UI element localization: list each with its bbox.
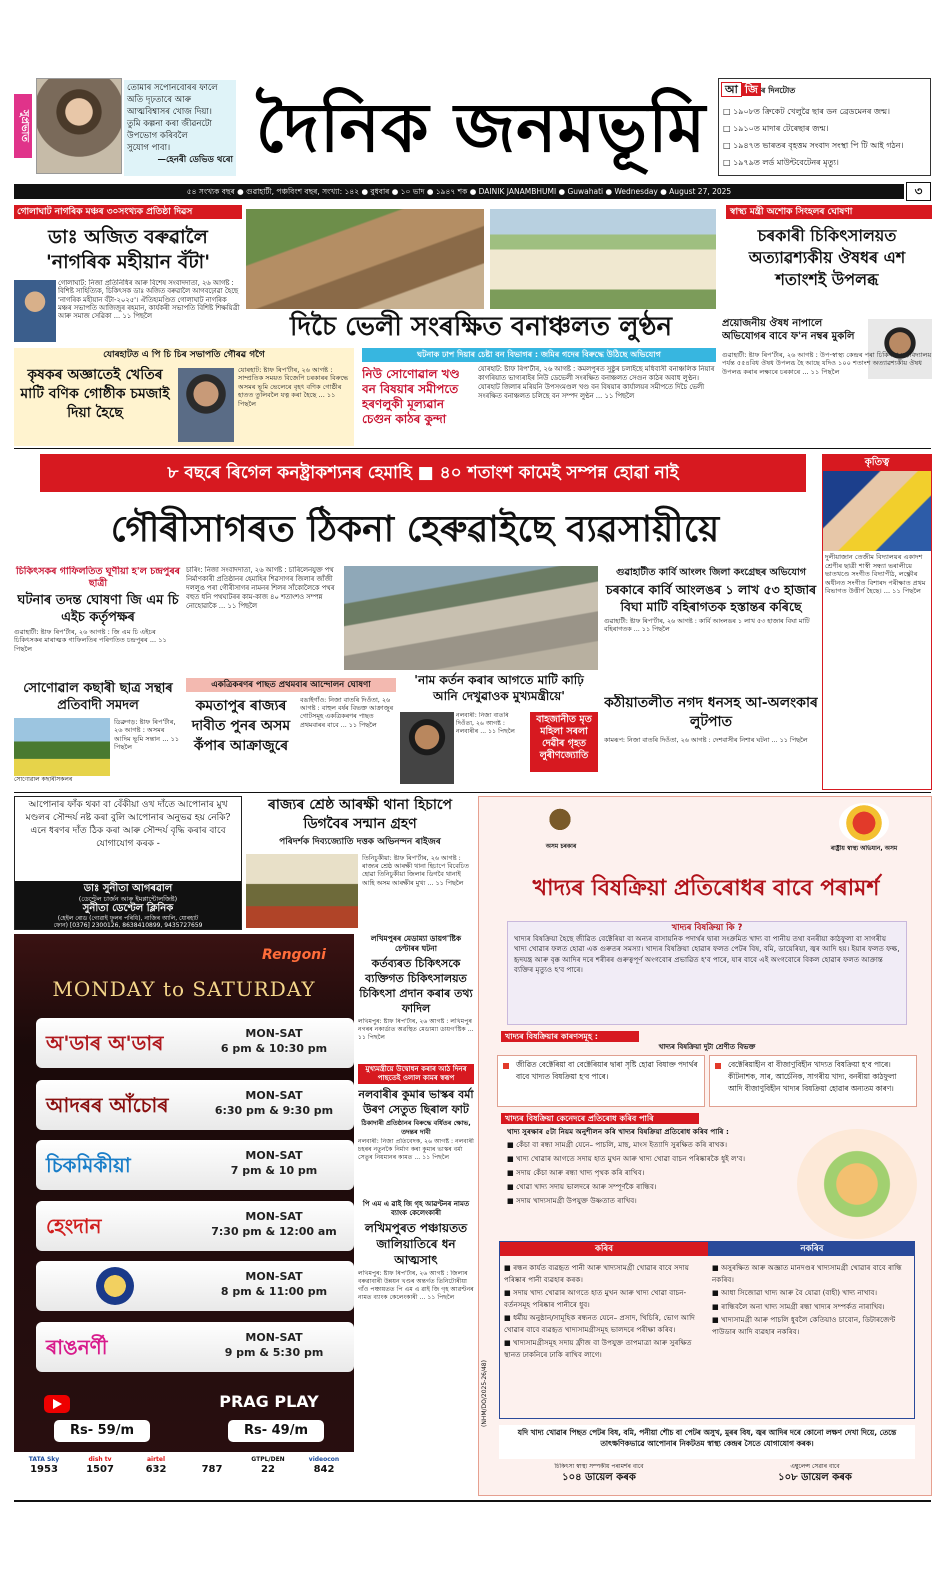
story-body: গুৱাহাটী: ষ্টাফ ৰিপ'ৰ্টাৰ, ২৬ আগষ্ট : উপ-স্বাস্থ্য কেন্দ্ৰৰ পৰা চিকিৎসা মহাবিদ্যালয় পৰ্যন্ত ৫৫৪বিধ ঔষধ উপলব্ধ হৈ আছে যদিও ১০০ শতাংশ অত্যাৱশ্যকীয় ঔষধ উপলব্ধ কৰাৰ লক্ষ্যৰে চৰকাৰে ... ১১ পিছলৈ	[722, 351, 932, 376]
story-headline: দিচৈ ভেলী সংৰক্ষিত বনাঞ্চলত লুণ্ঠন	[289, 312, 673, 342]
lead-body: চাৰিং: নিজা সংবাদদাতা, ২৬ আগষ্ট : চাৰিলেনযুক্ত পথ নিৰ্মাণকাৰী প্ৰতিষ্ঠানৰ হেমাহিৰ শিৱসাগৰ জিলাৰ জাঁজী দললুঙ পৰা গৌৰীসাগৰ নামনৰ শিলৰ সাঁকোলৈকে পথৰ বহুত ধনি পথঘাটৰৰ কাম-কাজ ৪০ শতাংশও সম্পন্ন নোহোৱাকৈ ... ১১ পিছলৈ	[186, 566, 335, 610]
story-kicker: ঘটনাক ঢাপ দিয়াৰ চেষ্টা বন বিভাগৰ : জমিৰ গদেৰ বিৰুদ্ধে উঠিছে অভিযোগ	[362, 348, 716, 362]
prevent-item: ■ সদায় খাদ্যসামগ্ৰী উপযুক্ত উষ্ণতাত ৰাখিব।	[507, 1196, 637, 1205]
story-health-medicine	[722, 205, 932, 445]
story-body: গোলাঘাট: নিজা প্ৰতিনিধিৰ আৰু বিশেষ সংবাদদাতা, ২৬ আগষ্ট : বিশিষ্ট সাহিত্যিক, চিকিৎসক ডাঃ অজিত বৰুৱালৈ আগবঢ়োৱা হৈছে 'নাগৰিক মহীয়ান বঁটা-২০২৫'। ঐতিহ্যমণ্ডিত গোলাঘাট নাগৰিক মঞ্চৰ সভাপতি আজিজুৰ ৰহমান, কাৰ্যকৰী সভাপতি বিশিষ্ট শিক্ষয়িত্ৰী আৰু সমাজ সেৱিকা ... ১১ পিছলৈ	[58, 279, 240, 321]
show-card	[36, 1140, 354, 1190]
dental-address: (হেইল ৰোড (গোৱাই ফুলৰ পৰিধি), নাজিৰ আলি, যোৰহাট	[57, 915, 199, 922]
today-label-a: আ	[721, 82, 742, 97]
show-card	[36, 1322, 354, 1372]
govt-label: অসম চৰকাৰ	[545, 843, 577, 850]
dos-donts-table	[499, 1241, 915, 1419]
story-body-3: লখিমপুৰ: ষ্টাফ ৰিপ'ৰ্টাৰ, ২৬ আগষ্ট : জিলাৰ বৰুৱাবাৰী উন্নয়ন খণ্ডৰ অন্তৰ্গত তিনিটোৰীয়া গাঁও পঞ্চায়তত পি এম এ ৱাই জি গৃহ আৱণ্টনৰ নামত ব্যাংক কেলেংকাৰী ... ১১ পিছলৈ	[358, 1270, 474, 1301]
causes-section	[497, 1031, 917, 1107]
today-item: □ ১৯৭৯ত লৰ্ড মাউন্টবেটেনৰ মৃত্যু।	[723, 158, 839, 167]
dental-phone: ফোন) [0376] 2300126, 8638410899, 9435727659	[53, 922, 203, 929]
bullet-icon	[715, 1063, 721, 1069]
today-item: □ ১৯৪৭ত ভাৰতৰ বৃহত্তম সংবাদ সংস্থা পি টি আই গঠন।	[723, 141, 904, 150]
quote-line: সুযোগ পাবা।	[127, 143, 171, 153]
helpline-right: এম্বুলেন্স সেৱাৰ বাবে ১০৮ ডায়েল কৰক	[778, 1463, 852, 1483]
story-sub: পৰিদৰ্শক দিব্যজ্যোতি দত্তক অভিনন্দন ৰাইজৰ	[279, 837, 441, 847]
section-text: খাদ্যৰ বিষক্ৰিয়া হৈছে জীৱিত বেক্টেৰিয়া বা অন্যৰ বাসায়নিক পদাৰ্থৰ দ্বাৰা সংক্ৰমিত খাদ্য বা পানীয় তথা বনৰীয়া কাঠফুলা বা সাগৰীয় খাদ্য খোৱাৰ ফলত হোৱা এক গুৰুতৰ সমস্যা। খাদ্যৰ বিষক্ৰিয়া হোৱাৰ ফলত পেটৰ বিষ, বমি, ডায়েৰিয়া, জ্বৰ আদি হয়। ইয়াৰ ফলত ফল্ক, হৃদযন্ত্ৰ আৰু বৃক্ক আদিৰ দৰে শৰীৰৰ গুৰুত্বপূৰ্ণ অংগবোৰ প্ৰভাৱিত হ'ব পাৰে, যাৰ বাবে এই অংগবোৰে বিকল হোৱাৰ ফলত আক্ৰান্ত ব্যক্তিৰ মৃত্যুও হ'ব পাৰে।	[514, 934, 900, 974]
dental-degree: (ডেণ্টেল চাৰ্জন আৰু ইমপ্লান্টোলজিষ্ট)	[78, 895, 178, 903]
quote-line: আত্মবিশ্বাসৰ খোজ দিয়া।	[127, 107, 212, 117]
dos-list	[504, 1260, 704, 1362]
story-kamtapur	[186, 678, 396, 788]
ad-footer-note: যদি খাদ্য খোৱাৰ পিছত পেটৰ বিষ, বমি, পনীয়া শৌচ বা পেটৰ অসুখ, মুৰৰ বিষ, জ্বৰ আদিৰ দৰে কোনো লক্ষণ দেখা দিয়ে, তেন্তে তাৎক্ষণিকভাৱে আপোনাৰ নিকটতম স্বাস্থ্য কেন্দ্ৰৰ সৈতে যোগাযোগ কৰক।	[499, 1425, 915, 1459]
story-kicker-3: পি এম এ ৱাই জি গৃহ আৱণ্টনৰ নামত ব্যাংক কেলেংকাৰী	[362, 1200, 470, 1217]
operator: airtel 632	[145, 1456, 167, 1475]
story-headline: সোণোৱাল কছাৰী ছাত্ৰ সন্থাৰ প্ৰতিবাদী সমদল	[23, 681, 173, 713]
quote-portrait	[36, 78, 122, 174]
story-kicker: যোৰহাটত এ পি চি চিৰ সভাপতি গৌৰৱ গগৈ	[103, 350, 265, 360]
prevention-section	[497, 1113, 917, 1243]
operator: 787	[201, 1464, 223, 1475]
section-title: খাদ্যৰ বিষক্ৰিয়া কি ?	[671, 923, 743, 933]
story-body: কামৰূপ: নিজা বাতৰি দিওঁতা, ২৬ আগষ্ট : দেশবাসীৰ নিশাৰ ঘটনা ... ১১ পিছলৈ	[604, 736, 808, 744]
story-sub-2: ঠিকাদাৰী প্ৰতিষ্ঠানৰ বিৰুদ্ধে বৰ্ধিতৰ ক্ষোভ, তদন্তৰ দাবী	[361, 1119, 471, 1136]
do-item: ■ খাদ্যসামগ্ৰীসমূহ সদায় ফ্ৰীজ বা উপযুক্ত তাপমাত্ৰা আৰু সুৰক্ষিত স্থানত ঢাকনিৰে ঢাকি ৰাখিব লাগে।	[504, 1338, 692, 1359]
bullet-icon	[503, 1063, 509, 1069]
page-number: ৩	[906, 182, 931, 201]
story-red-kicker: মুখ্যমন্ত্ৰীয়ে উদ্বোধন কৰাৰ আঠ দিনৰ পাছতেই ওলাল কামৰ স্বৰূপ	[358, 1064, 474, 1084]
operator: dish tv 1507	[86, 1456, 114, 1475]
section-title: খাদ্যৰ বিষক্ৰিয়া কেনেদৰে প্ৰতিৰোধ কৰিব পাৰি	[501, 1113, 699, 1124]
ad-title: খাদ্যৰ বিষক্ৰিয়া প্ৰতিৰোধৰ বাবে পৰামৰ্শ	[532, 875, 880, 901]
operator: GTPL/DEN 22	[251, 1456, 285, 1475]
story-headline-2: নলবাৰীৰ কুমাৰ ভাস্কৰ বৰ্মা উৰণ সেতুত ছিৰাল ফাট	[358, 1088, 474, 1116]
show-time: MON-SAT 7:30 pm & 12:00 am	[211, 1210, 337, 1238]
youtube-price: Rs- 59/m	[54, 1420, 150, 1442]
show-time: MON-SAT 6:30 pm & 9:30 pm	[214, 1089, 334, 1117]
story-sonowal-kachari	[14, 680, 182, 786]
donts-list	[712, 1260, 912, 1339]
food-poisoning-ad	[478, 796, 932, 1496]
story-body-2: নলবাৰী: নিজা প্ৰতিবেদক, ২৬ আগষ্ট : নলবাৰী চহৰৰ নতুনকৈ নিৰ্মাণ কৰা কুমাৰ ভাস্কৰ বৰ্মা সেতুৰ নিয়মানৰ কামত ... ১১ পিছলৈ	[358, 1138, 474, 1161]
dont-item: ■ ৰান্ধিবলৈ অনা খাদ্য সামগ্ৰী ৰন্ধা খাদ্যৰ সম্পৰ্কত নাৰাখিব।	[712, 1301, 885, 1311]
quote-author: —হেনৰী ডেভিড থৰো	[157, 155, 233, 165]
kritittwa-label: কৃতিত্ব	[823, 455, 931, 471]
youtube-logo	[44, 1388, 164, 1416]
rengoni-schedule-title: MONDAY to SATURDAY	[52, 977, 316, 1001]
story-photo	[14, 280, 56, 342]
show-card	[36, 1080, 354, 1130]
today-item: □ ১৯১০ত মাদাৰ টেৰেছাৰ জন্ম।	[723, 124, 829, 133]
story-lakhimpur-column	[358, 934, 474, 1496]
story-kathiyatoli-robbery	[604, 694, 818, 788]
prevent-item: ■ সদায় কেঁচা আৰু ৰন্ধা খাদ্য পৃথক কৰি ৰাখিব।	[507, 1168, 645, 1177]
story-sub: প্ৰয়োজনীয় ঔষধ নাপালে অভিযোগৰ বাবে ফ'ন নম্বৰ মুকলি	[722, 318, 855, 342]
masthead	[14, 76, 931, 186]
helpline-left: চিকিৎসা স্বাস্থ্য সম্পৰ্কীয় পৰামৰ্শৰ বাবে ১০৪ ডায়েল কৰক	[554, 1463, 644, 1483]
what-is-section	[507, 921, 907, 1025]
section-subtitle: খাদ্যৰ বিষক্ৰিয়া দুটা শ্ৰেণীত বিভক্ত	[658, 1043, 756, 1051]
story-kicker: গুৱাহাটীত কাৰ্বি আংলং জিলা কংগ্ৰেছৰ অভিযোগ	[616, 567, 806, 578]
quote-line: অতি দৃঢ়তাৰে আৰু	[127, 95, 192, 105]
dental-ad-text: আপোনাৰ ফাঁক থকা বা বেঁকীয়া ওখ দাঁতে আপোনাৰ মুখ মণ্ডলৰ সৌন্দৰ্য নষ্ট কৰা বুলি আপোনাৰ অনুভৱ হয় নেকি? এনে ধৰণৰ দাঁত ঠিক কৰা আৰু সৌন্দৰ্য বৃদ্ধি কৰাৰ বাবে যোগাযোগ কৰক -	[25, 800, 231, 849]
lead-banner: ৮ বছৰে ৰিগেল কনষ্ট্ৰাকশ্যনৰ হেমাহি ■ ৪০ শতাংশ কামেই সম্পন্ন হোৱা নাই	[40, 454, 806, 492]
assam-emblem-icon	[545, 805, 575, 841]
newspaper-title: দৈনিক জনমভূমি	[255, 88, 707, 168]
show-card	[36, 1018, 354, 1068]
story-body: বঙাইগাঁও: নিজা বাতৰি দিওঁতা, ২৬ আগষ্ট : বাহুল বৰ্ষৰ বিভক্ত আক্ৰাজুৰ গোটসমূহ একত্ৰিকৰণৰ পাছত প্ৰথমবাৰৰ বাবে ... ১১ পিছলৈ	[300, 696, 394, 729]
story-gmch-probe	[14, 566, 182, 678]
divider	[14, 792, 931, 793]
cause-card: বেক্টেৰিয়াহীন বা বীজাণুবিহীন খাদ্যত বিষক্ৰিয়া হ'ব পাৰে। কীটনাশক, সাৰ, আৰ্চেনিক, সাগৰীয় খাদ্য, বনৰীয়া কাঠফুলা আদি বীজাণুবিহীন খাদ্যৰ বিষক্ৰিয়া হোৱাৰ অন্যতম কাৰণ।	[709, 1055, 917, 1107]
dont-header: নকৰিব	[708, 1242, 915, 1256]
show-time: MON-SAT 6 pm & 10:30 pm	[220, 1027, 328, 1055]
dont-item: ■ অসুৰক্ষিত আৰু অজ্ঞাত মানদণ্ডৰ খাদ্যসামগ্ৰী খোৱাৰ বাবে ৰান্ধি নকৰিব।	[712, 1263, 902, 1284]
story-headline: কমতাপুৰ ৰাজ্যৰ দাবীত পুনৰ অসম কঁপাৰ আক্ৰাজুৰে	[191, 698, 291, 754]
story-photo	[14, 718, 110, 776]
do-item: ■ ধৰ্মীয় অনুষ্ঠান/সামূহিক ৰন্ধনত যেনে– প্ৰসাদ, খিচিৰি, ভোগ আদি খোৱাৰ বাবে ব্যৱহৃত খাদ্যসামগ্ৰীসমূহ ভালদৰে পৰীক্ষা কৰিব।	[504, 1313, 695, 1334]
story-headline: চৰকাৰে কাৰ্বি আংলঙৰ ১ লাখ ৫৩ হাজাৰ বিঘা মাটি বহিৰাগতক হস্তান্তৰ কৰিছে	[605, 582, 817, 614]
show-logo: আদৰৰ আঁচোৰ	[46, 1093, 169, 1117]
divider	[14, 448, 931, 449]
story-photo-logs	[246, 209, 484, 309]
prevent-item: ■ খোৱা খাদ্য সদায় ভালদৰে আৰু সম্পূৰ্ণকৈ ৰান্ধিব।	[507, 1182, 657, 1191]
do-item: ■ ৰন্ধন কাৰ্যত ব্যৱহৃত পানী আৰু খাদ্যসামগ্ৰী খোৱাৰ বাবে সদায় পৰিষ্কাৰ পানী ব্যৱহাৰ কৰক।	[504, 1263, 689, 1284]
kritittwa-photo	[823, 471, 931, 551]
story-name-deletion	[400, 672, 598, 788]
story-body: গুৱাহাটী: ষ্টাফ ৰিপ'ৰ্টাৰ, ২৬ আগষ্ট : কাৰ্বি আংলঙৰ ১ লাখ ৫৩ হাজাৰ বিঘা মাটি বহিৰাগতক ... ১১ পিছলৈ	[604, 617, 810, 634]
show-logo: চিকমিকীয়া	[46, 1153, 131, 1177]
story-gaurav-gogoi	[14, 348, 354, 446]
story-red-box: বাহজানীত মৃত মহিলা সৰলা দেৱীৰ গৃহত লুৰীণজ্যোতি	[530, 712, 598, 772]
story-karbi-land	[604, 566, 818, 694]
dont-item: ■ আধা সিজোৱা খাদ্য আৰু বৈ যোৱা (বাহী) খাদ্য নাখাব।	[712, 1288, 878, 1297]
story-sub: নিউ সোণোৱাল খণ্ড বন বিষয়াৰ সমীপতে হৰণলুকী মূল্যৱান চেগুন কাঠৰ কুন্দা	[362, 367, 460, 426]
kritittwa-box	[822, 454, 932, 790]
prag-play-logo: PRAG PLAY	[219, 1392, 319, 1411]
lead-headline: গৌৰীসাগৰত ঠিকনা হেৰুৱাইছে ব্যৱসায়ীয়ে	[110, 508, 720, 550]
supravat-tag: সুপ্ৰভাত	[14, 94, 32, 158]
ad-code: (NHM/DO/2025-26/48)	[481, 1360, 488, 1427]
cause-card: জীৱিত বেক্টেৰিয়া বা বেক্টেৰিয়াৰ দ্বাৰা সৃষ্টি হোৱা বিষাক্ত পদাৰ্থৰ বাবে খাদ্যত বিষক্ৰিয়া হ'ব পাৰে।	[497, 1055, 705, 1107]
today-label-suffix: ৰ দিনটোত	[760, 86, 796, 95]
story-digboi-police	[246, 796, 474, 932]
dental-clinic-ad	[14, 796, 242, 930]
youtube-play-icon	[44, 1395, 70, 1413]
prevention-intro: খাদ্য সুৰক্ষাৰ ৫টা নিয়ম অনুশীলন কৰি খাদ্যৰ বিষক্ৰিয়া প্ৰতিৰোধ কৰিব পাৰি :	[507, 1127, 729, 1136]
story-headline: কৰ্তব্যৰত চিকিৎসকে ব্যক্তিগত চিকিৎসালয়ত চিকিৎসা প্ৰদান কৰাৰ তথ্য ফাদিল	[359, 957, 473, 1015]
rengoni-brand: Rengoni	[262, 947, 326, 963]
operator: videocon 842	[308, 1456, 340, 1475]
show-logo: অ'ডাৰ অ'ডাৰ	[46, 1031, 164, 1055]
prag-play-price: Rs- 49/m	[228, 1420, 324, 1442]
dental-clinic: সুনীতা ডেণ্টেল ক্লিনিক	[82, 903, 174, 914]
today-box	[718, 78, 931, 176]
bottom-rule	[14, 1500, 931, 1502]
story-headline-3: লখিমপুৰত পঞ্চায়তত জালিয়াতিৰে ধন আত্মসাৎ	[364, 1221, 468, 1267]
section-title: খাদ্যৰ বিষক্ৰিয়াৰ কাৰণসমূহ :	[501, 1031, 639, 1042]
story-photo	[178, 368, 234, 442]
quote-line: তুমি কল্পনা কৰা জীৱনটো	[127, 119, 212, 129]
story-headline: চৰকাৰী চিকিৎসালয়ত অত্যাৱশ্যকীয় ঔষধৰ এশ শতাংশই উপলব্ধ	[748, 226, 906, 289]
story-body: যোৰহাট: ষ্টাফ ৰিপ'ৰ্টাৰ, ২৬ আগষ্ট : সাম্প্ৰতিক সময়ত বিজেপি চৰকাৰৰ বিৰুদ্ধে অসমৰ ভূমি ভেলেৰে বৃহৎ বণিক গোষ্ঠীৰ হাতত তুলিবলৈ যত্ন কৰা হৈছে ... ১১ পিছলৈ	[238, 366, 349, 408]
show-logo: হেংদান	[46, 1214, 102, 1238]
story-headline: 'নাম কৰ্তন কৰাৰ আগতে মাটি কাঢ়ি আনি দেখুৱাওক মুখ্যমন্ত্ৰীয়ে'	[414, 673, 584, 703]
show-card	[36, 1201, 354, 1251]
story-photo	[400, 712, 454, 784]
today-item: □ ১৯০৮ত ক্ৰিকেট খেলুৱৈ ছাৰ ডন ব্ৰেডমেনৰ জন্ম।	[723, 107, 890, 116]
nhm-logo-icon	[839, 803, 889, 843]
story-headline: ৰাজ্যৰ শ্ৰেষ্ঠ আৰক্ষী থানা হিচাপে ডিগবৈৰ সন্মান গ্ৰহণ	[267, 797, 453, 832]
today-label-b: জি	[742, 83, 761, 96]
nhm-label: ৰাষ্ট্ৰীয় স্বাস্থ্য অভিযান, অসম	[830, 845, 898, 852]
prevent-item: ■ খাদ্য খোৱাৰ আগতে সদায় হাত মুখন আৰু খাদ্য খোৱা বাচন পৰিষ্কাৰকৈ ধুই ল'ব।	[507, 1154, 746, 1163]
story-headline: ডাঃ অজিত বৰুৱালৈ 'নাগৰিক মহীয়ান বঁটা'	[45, 226, 211, 273]
do-header: কৰিব	[500, 1242, 708, 1256]
show-emblem-icon	[96, 1267, 134, 1305]
dental-doctor: ডাঃ সুনীতা আগৰৱাল	[83, 883, 173, 894]
story-photo	[246, 854, 358, 928]
operator-strip	[14, 1452, 354, 1496]
story-kicker: গোলাঘাট নাগৰিক মঞ্চৰ ৩০সংখ্যক প্ৰতিষ্ঠা দিৱস	[14, 205, 242, 219]
show-logo: ৰাঙনৰ্ণী	[46, 1335, 108, 1359]
story-kicker: লখিমপুৰৰ মেডাম্যা ডায়গ'ষ্টিক চেণ্টাৰৰ ঘটনা	[370, 934, 462, 953]
info-bar: ৫৪ সংখ্যক বছৰ ● গুৱাহাটী, পঞ্চবিংশ বছৰ, সংখ্যা: ১৪২ ● বুধবাৰ ● ১০ ভাদ ● ১৯৪৭ শক ● DAINIK JANAMBHUMI ● Guwahati ● Wednesday ● August 27, 2025	[14, 184, 904, 199]
operator: TATA Sky 1953	[28, 1456, 60, 1475]
kritittwa-body: দুলীয়াজান তেজীম বিদ্যালয়ৰ একাদশ শ্ৰেণীৰ ছাত্ৰী শাস্বী সন্ধ্যা ভৰালীয়ে ভাতখণ্ডে সংগীত বিদ্যাপীঠ, লক্ষ্ণৌৰ অধীনত সংগীত বিশাৰদ পৰীক্ষাত প্ৰথম বিভাগত উত্তীৰ্ণ হৈছে। ... ১১ পিছলৈ	[825, 553, 926, 596]
story-kicker: চিকিৎসকৰ গাফিলতিত ঘূণীয়া হ'ল চন্দ্ৰপুৰৰ ছাত্ৰী	[15, 566, 181, 589]
story-body: যোৰহাট: ষ্টাফ ৰিপ'ৰ্টাৰ, ২৬ আগষ্ট : কমলপুৰত সুষ্ঠুৰ চলাইছে মধিবাসী বনাঞ্চলিক নিয়াৰ কাগৰিয়াত ভাগ্যৰাইৰ নিউ ডেভেলী সংৰক্ষিত বনাঞ্চলত সেগুন কাঠৰ অবাধ লুণ্ঠন। যোৰহাট জিলাৰ মৰিয়নি উপসংমণ্ডল খণ্ড বন বিষয়াৰ কাৰ্যালয়ৰ সমীপতে দিচৈ ভেলী সংৰক্ষিত বনাঞ্চলত চলিছে বন সম্পদ লুণ্ঠন ... ১১ পিছলৈ	[478, 365, 715, 400]
quote-line: উপভোগ কৰিবলৈ	[127, 131, 188, 141]
dental-ad-contact	[15, 881, 241, 930]
show-time: MON-SAT 8 pm & 11:00 pm	[220, 1270, 328, 1298]
story-caption: সোণোৱাল কছাৰীসকলৰ	[14, 776, 73, 783]
show-time: MON-SAT 9 pm & 5:30 pm	[224, 1331, 324, 1359]
story-headline: কৃষকৰ অজ্ঞাতেই খেতিৰ মাটি বণিক গোষ্ঠীক চমজাই দিয়া হৈছে	[20, 367, 170, 421]
quote-line: তোমাৰ সপোনবোৰৰ ফালে	[127, 83, 218, 93]
story-body: ডিব্ৰুগড়: ষ্টাফ ৰিপ'ৰ্টাৰ, ২৬ আগষ্ট : অসমৰ আদিম ভূমি সন্তান ... ১১ পিছলৈ	[114, 718, 180, 752]
lead-photo	[344, 566, 598, 670]
story-photo-office	[490, 209, 716, 309]
story-kicker: স্বাস্থ্য মন্ত্ৰী অশোক সিংহলৰ ঘোষণা	[726, 205, 932, 219]
story-body: তিনিচুকীয়া: ষ্টাফ ৰিপ'ৰ্টাৰ, ২৬ আগষ্ট : ৰাজ্যৰ শ্ৰেষ্ঠ আৰক্ষী থানা হিচাপে বিবেচিত হোৱা তিনিচুকীয়া জিলাৰ ডিগবৈ থানাই আহি অসম আৰক্ষীৰ মুখ্য ... ১১ পিছলৈ	[362, 854, 469, 887]
dont-item: ■ খাদ্যসামগ্ৰী আৰু পাচলি ধুবলৈ কেতিয়াও চাবোন, ডিটাৰজেণ্ট পাউডাৰ আদি ব্যৱহাৰ নকৰিব।	[712, 1315, 896, 1336]
story-body: নলবাৰী: নিজা বাতৰি দিওঁতা, ২৬ আগষ্ট : নলবাৰীৰ ... ১১ পিছলৈ	[456, 712, 516, 735]
story-kicker: একত্ৰিকৰণৰ পাছত প্ৰথমবাৰ আন্দোলন ঘোষণা	[186, 678, 396, 692]
illustration	[797, 1129, 917, 1239]
rengoni-tv-ad	[14, 934, 354, 1496]
prevent-item: ■ কেঁচা বা ৰন্ধা সামগ্ৰী যেনে– পাচলি, মাছ, মাংস ইত্যাদি সুৰক্ষিত কৰি ৰাখক।	[507, 1140, 728, 1149]
story-body: লখিমপুৰ: ষ্টাফ ৰিপ'ৰ্টাৰ, ২৬ আগষ্ট : লখিমপুৰ নগৰৰ নকাৰ্ডাত অৱস্থিত মেডাম্যা ডায়গ'ষ্টিক ... ১১ পিছলৈ	[358, 1018, 474, 1041]
quote-box	[124, 80, 236, 176]
show-card	[36, 1261, 354, 1311]
show-time: MON-SAT 7 pm & 10 pm	[230, 1149, 318, 1177]
do-item: ■ সদায় খাদ্য খোৱাৰ আগতে হাত মুখন আৰু খাদ্য খোৱা বাচন-বৰ্তনসমূহ পৰিষ্কাৰ পানীৰে ধুব।	[504, 1288, 687, 1309]
story-headline: ঘটনাৰ তদন্ত ঘোষণা জি এম চি এইচ কৰ্তৃপক্ষৰ	[17, 593, 179, 625]
story-body: গুৱাহাটী: ষ্টাফ ৰিপ'ৰ্টাৰ, ২৬ আগষ্ট : জি এম চি এইচৰ চিকিৎসকৰ মাৰাত্মক গাফিলতিৰ পৰিণতিত চন্দ্ৰপুৰৰ ... ১১ পিছলৈ	[14, 628, 167, 653]
story-nagarik-award	[14, 205, 242, 345]
story-headline: কঠীয়াতলীত নগদ ধনসহ আ-অলংকাৰ লুটপাত	[604, 695, 818, 730]
